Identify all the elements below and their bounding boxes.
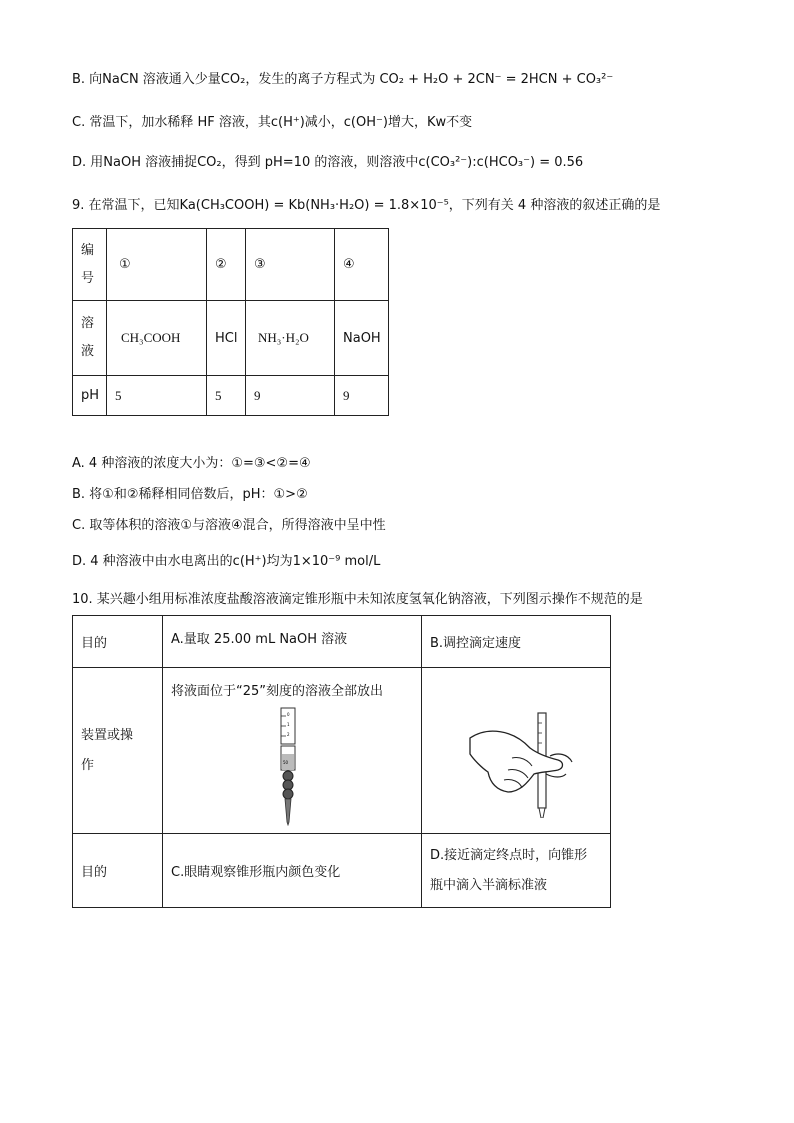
q10-option-d-line: D.接近滴定终点时，向锥形 xyxy=(430,847,588,863)
q10-table-row-device xyxy=(73,668,611,834)
q9-row-label-number xyxy=(73,229,107,301)
burette-tick-label: 50 xyxy=(283,760,289,765)
q8-option-d: D. 用NaOH 溶液捕捉CO₂，得到 pH=10 的溶液，则溶液中c(CO₃²⁻):c(HCO₃⁻) = 0.56 xyxy=(72,155,584,170)
q9-cell: ② xyxy=(207,229,246,301)
q8-option-b: B. 向NaCN 溶液通入少量CO₂，发生的离子方程式为 CO₂ + H₂O + 2CN⁻ = 2HCN + CO₃²⁻ xyxy=(72,72,614,87)
q10-device-label-line: 作 xyxy=(81,757,95,773)
q9-row-label-ph: pH xyxy=(73,376,107,416)
q9-table-row-number xyxy=(73,229,389,301)
q9-cell: ① xyxy=(107,229,207,301)
q10-table xyxy=(72,615,611,908)
q9-cell: ④ xyxy=(335,229,389,301)
q10-option-a-cell xyxy=(163,668,422,834)
q9-cell: HCl xyxy=(207,301,246,376)
burette-tick-label: 1 xyxy=(287,722,290,727)
q9-label-char: 号 xyxy=(81,270,95,286)
q9-stem: 9. 在常温下，已知Ka(CH₃COOH) = Kb(NH₃·H₂O) = 1.8×10⁻⁵，下列有关 4 种溶液的叙述正确的是 xyxy=(72,198,661,213)
q9-label-char: 溶 xyxy=(81,316,95,331)
hand-burette-illustration xyxy=(468,708,588,818)
q9-option-b: B. 将①和②稀释相同倍数后，pH：①>② xyxy=(72,487,308,502)
q9-row-label-solution xyxy=(73,301,107,376)
q8-option-c: C. 常温下，加水稀释 HF 溶液，其c(H⁺)减小，c(OH⁻)增大，Kw不变 xyxy=(72,115,473,130)
q9-option-d: D. 4 种溶液中由水电离出的c(H⁺)均为1×10⁻⁹ mol/L xyxy=(72,554,381,569)
q9-cell: NH₃·H₂O xyxy=(246,301,335,376)
q9-cell: 9 xyxy=(335,376,389,416)
q10-stem: 10. 某兴趣小组用标准浓度盐酸溶液滴定锥形瓶中未知浓度氢氧化钠溶液，下列图示操作不规范的是 xyxy=(72,592,643,607)
q10-table-row-purpose xyxy=(73,616,611,668)
burette-tick-label: 2 xyxy=(287,732,290,737)
q9-cell: NaOH xyxy=(335,301,389,376)
q9-cell: 5 xyxy=(207,376,246,416)
q9-table-row-solution xyxy=(73,301,389,376)
q9-table xyxy=(72,228,389,416)
q10-purpose-label-2: 目的 xyxy=(73,834,163,908)
q10-device-label-line: 装置或操 xyxy=(81,727,134,743)
q10-option-b-cell xyxy=(422,668,611,834)
q9-option-a: A. 4 种溶液的浓度大小为：①=③<②=④ xyxy=(72,456,311,471)
q10-purpose-label: 目的 xyxy=(73,616,163,668)
q10-device-label xyxy=(73,668,163,834)
q9-cell: 5 xyxy=(107,376,207,416)
q10-option-d-label xyxy=(422,834,611,908)
q10-option-b-label: B.调控滴定速度 xyxy=(422,616,611,668)
burette-tick-label: 0 xyxy=(287,712,290,717)
q9-table-row-ph xyxy=(73,376,389,416)
q9-label-char: 编 xyxy=(81,242,95,258)
q10-option-a-caption: 将液面位于“25”刻度的溶液全部放出 xyxy=(171,684,384,699)
q9-cell: ③ xyxy=(246,229,335,301)
q9-label-char: 液 xyxy=(81,344,95,359)
q10-table-row-purpose-2 xyxy=(73,834,611,908)
q9-cell: 9 xyxy=(246,376,335,416)
q9-option-c: C. 取等体积的溶液①与溶液④混合，所得溶液中呈中性 xyxy=(72,518,386,533)
q10-option-d-line: 瓶中滴入半滴标准液 xyxy=(430,877,548,893)
q10-option-a-label: A.量取 25.00 mL NaOH 溶液 xyxy=(163,616,422,668)
q10-option-c-label: C.眼睛观察锥形瓶内颜色变化 xyxy=(163,834,422,908)
q9-cell: CH₃COOH xyxy=(107,301,207,376)
burette-illustration xyxy=(259,706,319,826)
